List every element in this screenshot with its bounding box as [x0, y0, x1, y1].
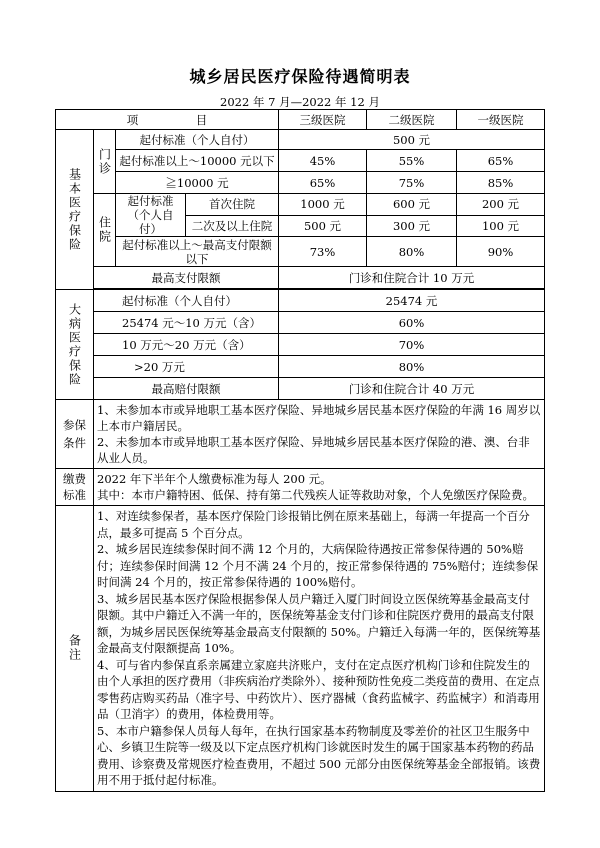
major-max-label: 最高赔付限额 [94, 378, 279, 400]
outpatient-label: 门诊 [94, 130, 116, 194]
outpatient-deductible-label: 起付标准（个人自付） [116, 130, 279, 150]
inpatient-deductible-label: 起付标准（个人自付） [116, 194, 186, 237]
eligibility-label: 参保条件 [56, 400, 94, 469]
major-row-label: 起付标准（个人自付） [94, 290, 279, 312]
header-hosp3: 三级医院 [279, 110, 367, 130]
eligibility-item: 2、未参加本市或异地职工基本医疗保险、异地城乡居民基本医疗保险的港、澳、台非从业人员。 [97, 435, 530, 465]
basic-section-label: 基本医疗保险 [56, 130, 94, 290]
major-row-label: 10 万元～20 万元（含） [94, 334, 279, 356]
outpatient-high-hosp3: 65% [279, 172, 367, 194]
inpatient-second-hosp1: 100 元 [457, 215, 545, 237]
table-row [56, 172, 545, 194]
major-row-value: 80% [279, 356, 545, 378]
major-row-value: 25474 元 [279, 290, 545, 312]
table-row [56, 356, 545, 378]
outpatient-range-hosp1: 65% [457, 150, 545, 172]
inpatient-second-hosp3: 500 元 [279, 215, 367, 237]
inpatient-label: 住院 [94, 194, 116, 267]
eligibility-content [94, 400, 545, 469]
outpatient-high-label: ≧10000 元 [116, 172, 279, 194]
major-row-value: 60% [279, 312, 545, 334]
inpatient-second-label: 二次及以上住院 [186, 215, 279, 237]
table-row [56, 469, 545, 506]
table-row [56, 130, 545, 150]
note-item: 5、本市户籍参保人员每人每年，在执行国家基本药物制度及零差价的社区卫生服务中心、乡镇卫生院等一级及以下定点医疗机构门诊就医时发生的属于国家基本药物的药品费用、诊察费及常规医疗检查费用，不超过 500 元部分由医保统筹基金全部报销。该费用不用于抵付起付标准。 [97, 723, 541, 787]
table-row [56, 506, 545, 792]
table-row [56, 334, 545, 356]
header-row [56, 110, 545, 130]
benefits-table [55, 109, 545, 792]
inpatient-first-hosp2: 600 元 [367, 194, 457, 216]
outpatient-high-hosp2: 75% [367, 172, 457, 194]
inpatient-range-hosp2: 80% [367, 237, 457, 267]
page-title: 城乡居民医疗保险待遇简明表 [189, 67, 411, 86]
inpatient-first-label: 首次住院 [186, 194, 279, 216]
page-subtitle: 2022 年 7 月—2022 年 12 月 [220, 95, 380, 109]
note-item: 3、城乡居民基本医疗保险根据参保人员户籍迁入厦门时间设立医保统筹基金最高支付限额。其中户籍迁入不满一年的，医保统筹基金支付门诊和住院医疗费用的最高支付限额，为城乡居民医保统筹基金最高支付限额的 50%。户籍迁入每满一年的，医保统筹基金最高支付限额提高 10%。 [97, 591, 541, 655]
outpatient-range-label: 起付标准以上～10000 元以下 [116, 150, 279, 172]
major-max-value: 门诊和住院合计 40 万元 [279, 378, 545, 400]
inpatient-first-hosp1: 200 元 [457, 194, 545, 216]
inpatient-second-hosp2: 300 元 [367, 215, 457, 237]
note-item: 1、对连续参保者，基本医疗保险门诊报销比例在原来基础上，每满一年提高一个百分点，最多可提高 5 个百分点。 [97, 509, 530, 540]
notes-label: 备注 [56, 506, 94, 792]
header-item: 项 目 [56, 110, 279, 130]
inpatient-range-hosp3: 73% [279, 237, 367, 267]
fee-label: 缴费标准 [56, 469, 94, 506]
table-row [56, 194, 545, 216]
table-row [56, 400, 545, 469]
basic-max-value: 门诊和住院合计 10 万元 [279, 267, 545, 289]
fee-item: 其中：本市户籍特困、低保、持有第二代残疾人证等救助对象，个人免缴医疗保险费。 [97, 488, 534, 502]
note-item: 2、城乡居民连续参保时间不满 12 个月的，大病保险待遇按正常参保待遇的 50%赔付；连续参保时间满 12 个月不满 24 个月的，按正常参保待遇的 75%赔付；连续参保时间满 24 个月的，按正常参保待遇的 100%赔付。 [97, 542, 539, 589]
eligibility-item: 1、未参加本市或异地职工基本医疗保险、异地城乡居民基本医疗保险的年满 16 周岁以上本市户籍居民。 [97, 403, 541, 433]
major-row-label: >20 万元 [94, 356, 279, 378]
table-row [56, 267, 545, 289]
header-hosp2: 二级医院 [367, 110, 457, 130]
table-row [56, 378, 545, 400]
outpatient-range-hosp3: 45% [279, 150, 367, 172]
basic-max-label: 最高支付限额 [94, 267, 279, 289]
note-item: 4、可与省内参保直系亲属建立家庭共济账户，支付在定点医疗机构门诊和住院发生的由个人承担的医疗费用（非疾病治疗类除外）、接种预防性免疫二类疫苗的费用、在定点零售药店购买药品（准字号、中药饮片）、医疗器械（食药监械字、药监械字）和消毒用品（卫消字）的费用，体检费用等。 [97, 657, 540, 721]
header-hosp1: 一级医院 [457, 110, 545, 130]
inpatient-range-hosp1: 90% [457, 237, 545, 267]
major-section-label: 大病医疗保险 [56, 290, 94, 400]
table-row [56, 312, 545, 334]
table-row [56, 237, 545, 267]
table-row [56, 290, 545, 312]
notes-content [94, 506, 545, 792]
fee-content [94, 469, 545, 506]
outpatient-high-hosp1: 85% [457, 172, 545, 194]
inpatient-range-label: 起付标准以上～最高支付限额以下 [116, 237, 279, 267]
inpatient-first-hosp3: 1000 元 [279, 194, 367, 216]
major-row-label: 25474 元～10 万元（含） [94, 312, 279, 334]
fee-item: 2022 年下半年个人缴费标准为每人 200 元。 [97, 472, 332, 486]
outpatient-deductible-value: 500 元 [279, 130, 545, 150]
outpatient-range-hosp2: 55% [367, 150, 457, 172]
table-row [56, 150, 545, 172]
major-row-value: 70% [279, 334, 545, 356]
